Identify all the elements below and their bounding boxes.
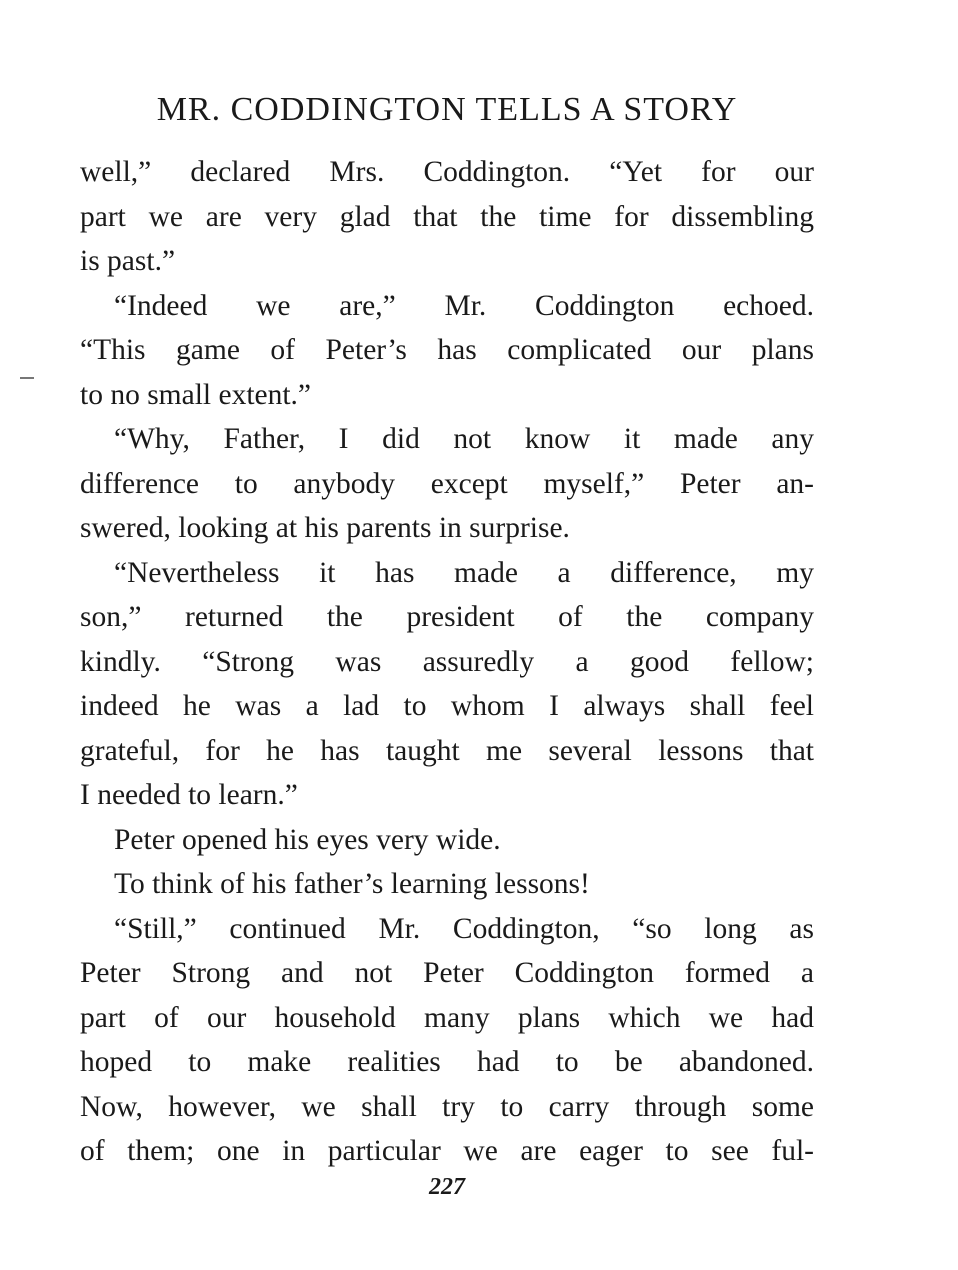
text-line: “Nevertheless it has made a difference, my bbox=[114, 556, 814, 589]
text-line: indeed he was a lad to whom I always shall feel bbox=[80, 690, 814, 722]
text-line: kindly. “Strong was assuredly a good fellow; bbox=[80, 645, 814, 678]
text-line: difference to anybody except myself,” Peter an- bbox=[80, 467, 814, 500]
text-line: Now, however, we shall try to carry through some bbox=[80, 1090, 814, 1123]
text-line: Peter opened his eyes very wide. bbox=[114, 823, 501, 856]
page-number: 227 bbox=[429, 1174, 465, 1200]
text-line: “This game of Peter’s has complicated our plans bbox=[80, 334, 814, 366]
text-line: hoped to make realities had to be abandoned. bbox=[80, 1046, 814, 1078]
body-text bbox=[80, 150, 814, 1174]
text-line: part of our household many plans which we had bbox=[80, 1001, 814, 1034]
text-line: “Still,” continued Mr. Coddington, “so long as bbox=[114, 912, 814, 945]
text-line: of them; one in particular we are eager to see ful- bbox=[80, 1135, 814, 1167]
margin-mark bbox=[20, 377, 34, 379]
text-line: “Indeed we are,” Mr. Coddington echoed. bbox=[114, 289, 814, 322]
text-line: I needed to learn.” bbox=[80, 779, 298, 811]
text-line: son,” returned the president of the company bbox=[80, 601, 814, 633]
text-line: Peter Strong and not Peter Coddington formed a bbox=[80, 957, 814, 989]
text-line: to no small extent.” bbox=[80, 378, 312, 411]
text-line: swered, looking at his parents in surprise. bbox=[80, 512, 570, 544]
text-line: is past.” bbox=[80, 245, 176, 277]
text-line: To think of his father’s learning lessons! bbox=[114, 868, 590, 900]
text-line: grateful, for he has taught me several lessons that bbox=[80, 734, 814, 767]
text-line: part we are very glad that the time for dissembling bbox=[80, 200, 814, 233]
text-line: well,” declared Mrs. Coddington. “Yet for our bbox=[80, 156, 814, 188]
text-line: “Why, Father, I did not know it made any bbox=[114, 423, 814, 455]
running-head: MR. CODDINGTON TELLS A STORY bbox=[156, 91, 738, 128]
